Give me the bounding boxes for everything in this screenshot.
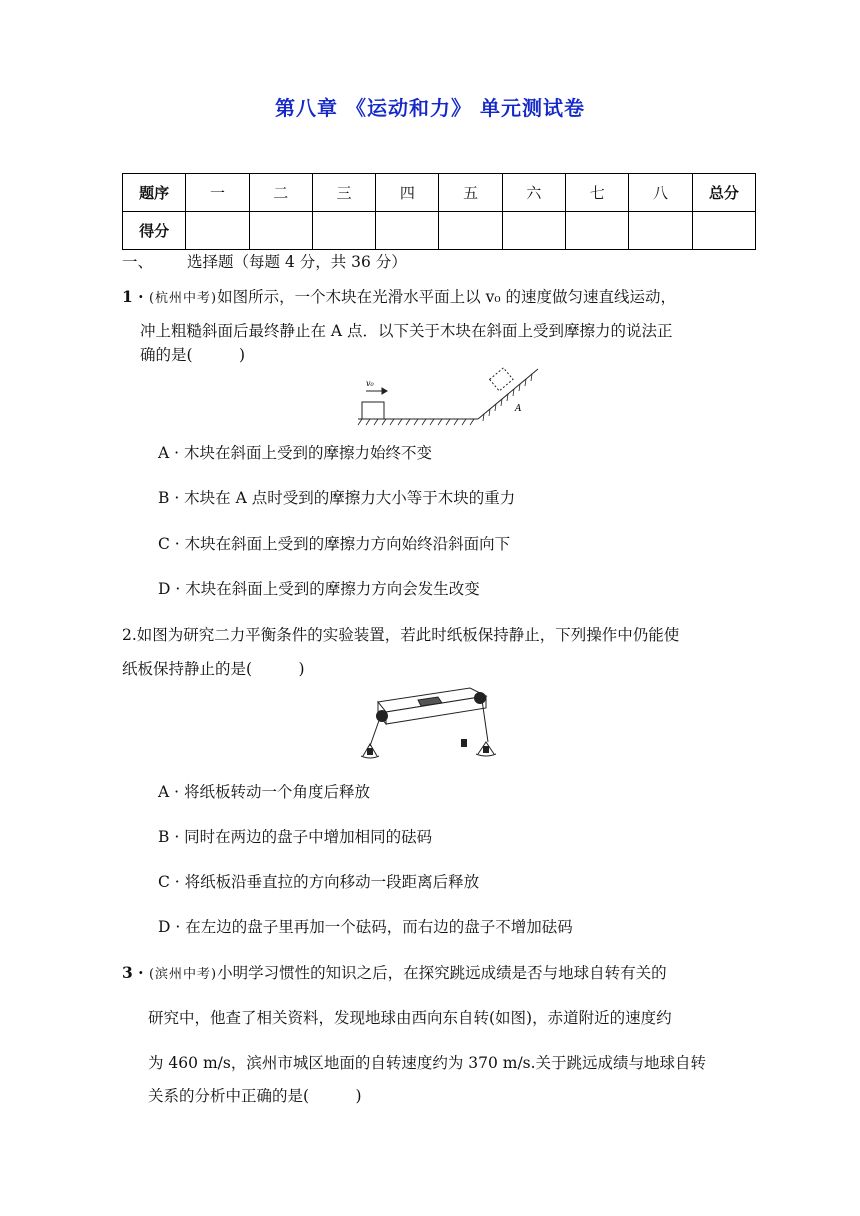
q1-option-c: C · 木块在斜面上受到的摩擦力方向始终沿斜面向下 bbox=[158, 535, 511, 553]
q2-option-d: D · 在左边的盘子里再加一个砝码，而右边的盘子不增加砝码 bbox=[158, 918, 573, 936]
table-cell: 总分 bbox=[692, 174, 755, 212]
score-input-cell[interactable] bbox=[186, 212, 249, 250]
question-number: 1 · bbox=[122, 287, 149, 306]
question-1-line-2: 冲上粗糙斜面后最终静止在 A 点．以下关于木块在斜面上受到摩擦力的说法正 bbox=[140, 322, 673, 340]
question-3-line-3: 为 460 m/s，滨州市城区地面的自转速度约为 370 m/s.关于跳远成绩与地球自转 bbox=[148, 1054, 707, 1072]
score-input-cell[interactable] bbox=[376, 212, 439, 250]
table-cell: 六 bbox=[502, 174, 565, 212]
question-2-line-1: 2.如图为研究二力平衡条件的实验装置，若此时纸板保持静止，下列操作中仍能使 bbox=[122, 626, 680, 644]
point-a-label: A bbox=[515, 404, 522, 414]
v0-label: v₀ bbox=[366, 379, 374, 388]
question-1-line-3: 确的是( ) bbox=[140, 346, 246, 364]
question-3-line-4: 关系的分析中正确的是( ) bbox=[148, 1087, 362, 1105]
q1-option-a: A · 木块在斜面上受到的摩擦力始终不变 bbox=[158, 444, 432, 462]
section-heading bbox=[122, 251, 407, 273]
question-3-line-1 bbox=[122, 962, 667, 986]
table-cell: 二 bbox=[249, 174, 312, 212]
question-source: (滨州中考) bbox=[148, 967, 218, 982]
q2-option-a: A · 将纸板转动一个角度后释放 bbox=[158, 783, 370, 801]
question-2-line-2: 纸板保持静止的是( ) bbox=[122, 660, 305, 678]
question-text: 如图所示，一个木块在光滑水平面上以 v₀ 的速度做匀速直线运动， bbox=[217, 288, 676, 306]
score-input-cell[interactable] bbox=[566, 212, 629, 250]
score-table-header-row bbox=[123, 174, 756, 212]
q1-option-b: B · 木块在 A 点时受到的摩擦力大小等于木块的重力 bbox=[158, 489, 516, 507]
section-number: 一、 bbox=[122, 253, 154, 271]
q2-option-b: B · 同时在两边的盘子中增加相同的砝码 bbox=[158, 828, 433, 846]
score-input-cell[interactable] bbox=[629, 212, 692, 250]
q2-option-c: C · 将纸板沿垂直拉的方向移动一段距离后释放 bbox=[158, 873, 480, 891]
question-number: 3 · bbox=[122, 963, 149, 982]
score-input-cell[interactable] bbox=[249, 212, 312, 250]
table-cell: 得分 bbox=[123, 212, 186, 250]
table-cell: 五 bbox=[439, 174, 502, 212]
table-cell: 七 bbox=[566, 174, 629, 212]
score-input-cell[interactable] bbox=[692, 212, 755, 250]
question-source: (杭州中考) bbox=[148, 291, 218, 306]
table-cell: 一 bbox=[186, 174, 249, 212]
section-title: 选择题（每题 4 分，共 36 分） bbox=[187, 253, 407, 271]
table-cell: 三 bbox=[312, 174, 375, 212]
question-1-line-1 bbox=[122, 286, 676, 310]
score-table bbox=[122, 173, 756, 250]
q1-option-d: D · 木块在斜面上受到的摩擦力方向会发生改变 bbox=[158, 580, 480, 598]
table-cell: 八 bbox=[629, 174, 692, 212]
two-force-balance-figure bbox=[360, 684, 500, 766]
score-input-cell[interactable] bbox=[439, 212, 502, 250]
score-input-cell[interactable] bbox=[312, 212, 375, 250]
page-title: 第八章 《运动和力》 单元测试卷 bbox=[275, 96, 585, 120]
incline-figure bbox=[352, 366, 546, 430]
table-cell: 四 bbox=[376, 174, 439, 212]
question-3-line-2: 研究中，他查了相关资料，发现地球由西向东自转(如图)，赤道附近的速度约 bbox=[148, 1009, 672, 1027]
question-text: 小明学习惯性的知识之后，在探究跳远成绩是否与地球自转有关的 bbox=[217, 964, 667, 982]
table-cell: 题序 bbox=[123, 174, 186, 212]
score-table-score-row bbox=[123, 212, 756, 250]
score-input-cell[interactable] bbox=[502, 212, 565, 250]
